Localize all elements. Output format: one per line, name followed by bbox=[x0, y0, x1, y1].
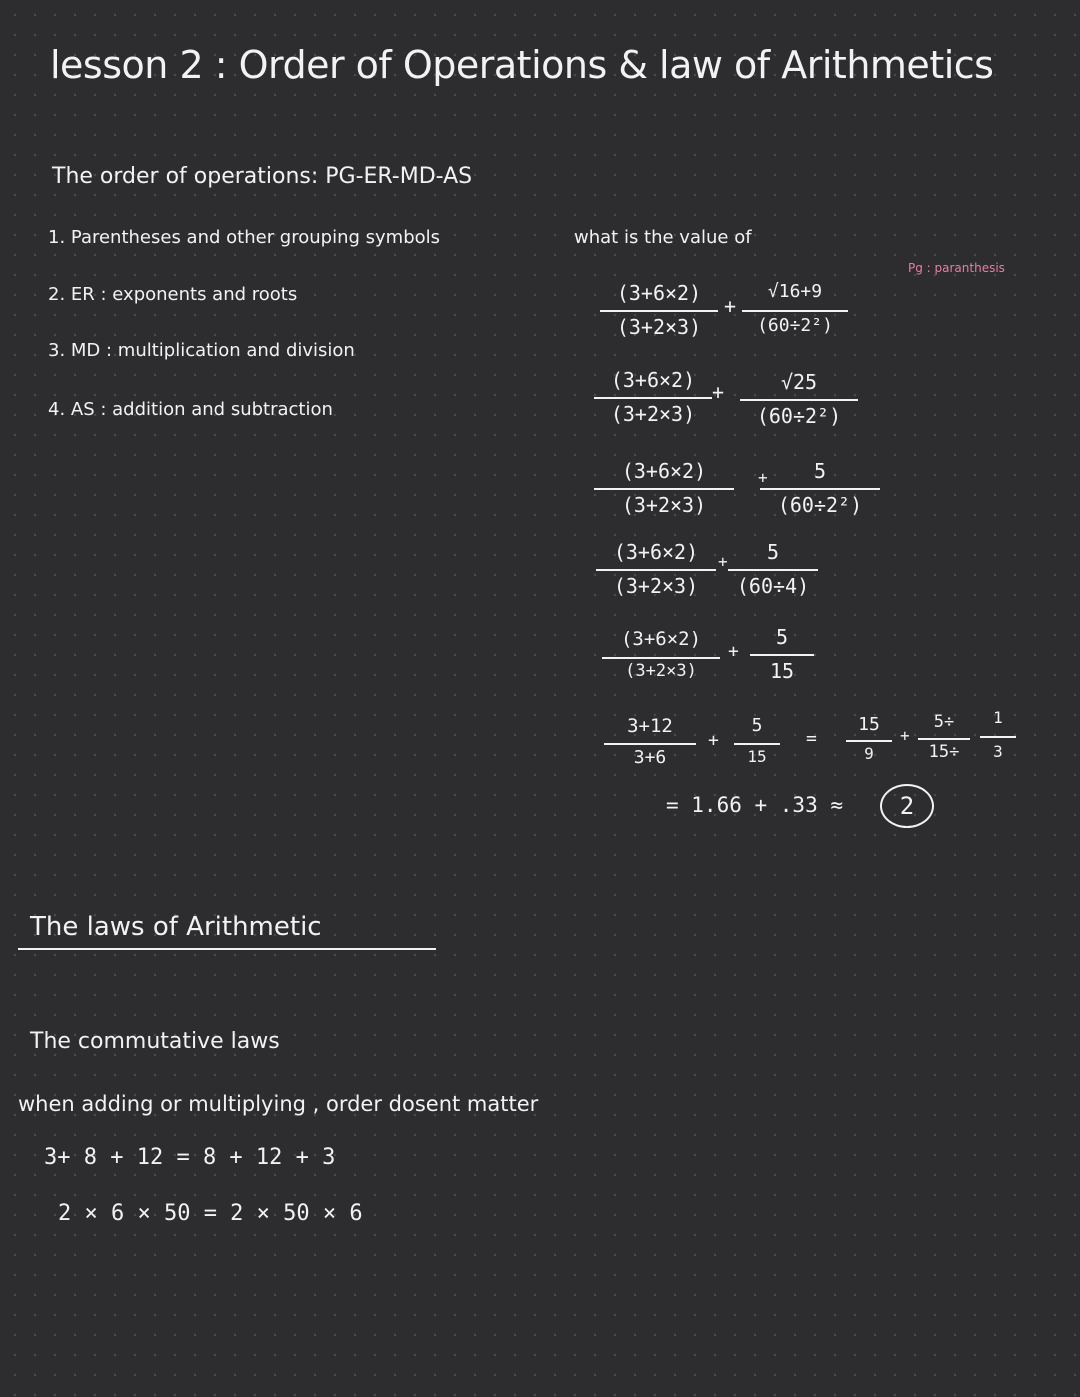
last-equals: = bbox=[806, 728, 817, 749]
laws-underline bbox=[18, 948, 436, 950]
order-item-1: 1. Parentheses and other grouping symbols bbox=[48, 227, 441, 248]
side-note: Pg : paranthesis bbox=[908, 261, 1005, 275]
step5-frac-right: 5 15 bbox=[750, 627, 814, 687]
step2-frac-right: √25 (60÷2²) bbox=[740, 372, 858, 432]
step5-plus: + bbox=[728, 641, 739, 662]
step1-frac-right: √16+9 (60÷2²) bbox=[742, 283, 848, 343]
answer-circled: 2 bbox=[880, 784, 934, 828]
step3-frac-left: (3+6×2) (3+2×3) bbox=[594, 461, 734, 521]
example-question: what is the value of bbox=[574, 227, 752, 248]
step3-plus: + bbox=[758, 468, 768, 487]
commutative-example-multiply: 2 × 6 × 50 = 2 × 50 × 6 bbox=[58, 1201, 363, 1226]
order-heading: The order of operations: PG-ER-MD-AS bbox=[52, 164, 473, 189]
step4-plus: + bbox=[718, 552, 728, 571]
step2-frac-left: (3+6×2) (3+2×3) bbox=[594, 370, 712, 430]
step1-plus: + bbox=[724, 294, 737, 318]
last-frac-1: 3+12 3+6 bbox=[604, 717, 696, 773]
last-plus-2: + bbox=[900, 726, 910, 745]
laws-heading: The laws of Arithmetic bbox=[30, 912, 322, 942]
commutative-heading: The commutative laws bbox=[30, 1029, 280, 1054]
step3-frac-right: 5 (60÷2²) bbox=[760, 461, 880, 521]
commutative-rule: when adding or multiplying , order dosent matter bbox=[18, 1092, 539, 1116]
step4-frac-right: 5 (60÷4) bbox=[728, 542, 818, 602]
page-title: lesson 2 : Order of Operations & law of Arithmetics bbox=[50, 43, 994, 87]
last-plus-1: + bbox=[708, 730, 719, 751]
last-frac-3: 15 9 bbox=[846, 716, 892, 772]
step2-plus: + bbox=[712, 380, 725, 404]
step1-frac-left: (3+6×2) (3+2×3) bbox=[600, 283, 718, 343]
step5-frac-left: (3+6×2) (3+2×3) bbox=[602, 630, 720, 686]
last-frac-4: 5÷ 15÷ bbox=[918, 714, 970, 770]
order-item-3: 3. MD : multiplication and division bbox=[48, 340, 355, 361]
step4-frac-left: (3+6×2) (3+2×3) bbox=[596, 542, 716, 602]
commutative-example-add: 3+ 8 + 12 = 8 + 12 + 3 bbox=[44, 1145, 336, 1170]
last-frac-5: 1 3 bbox=[980, 710, 1016, 768]
order-item-4: 4. AS : addition and subtraction bbox=[48, 399, 333, 420]
order-item-2: 2. ER : exponents and roots bbox=[48, 284, 298, 305]
result-line: = 1.66 + .33 ≈ bbox=[666, 793, 844, 817]
last-frac-2: 5 15 bbox=[734, 717, 780, 773]
